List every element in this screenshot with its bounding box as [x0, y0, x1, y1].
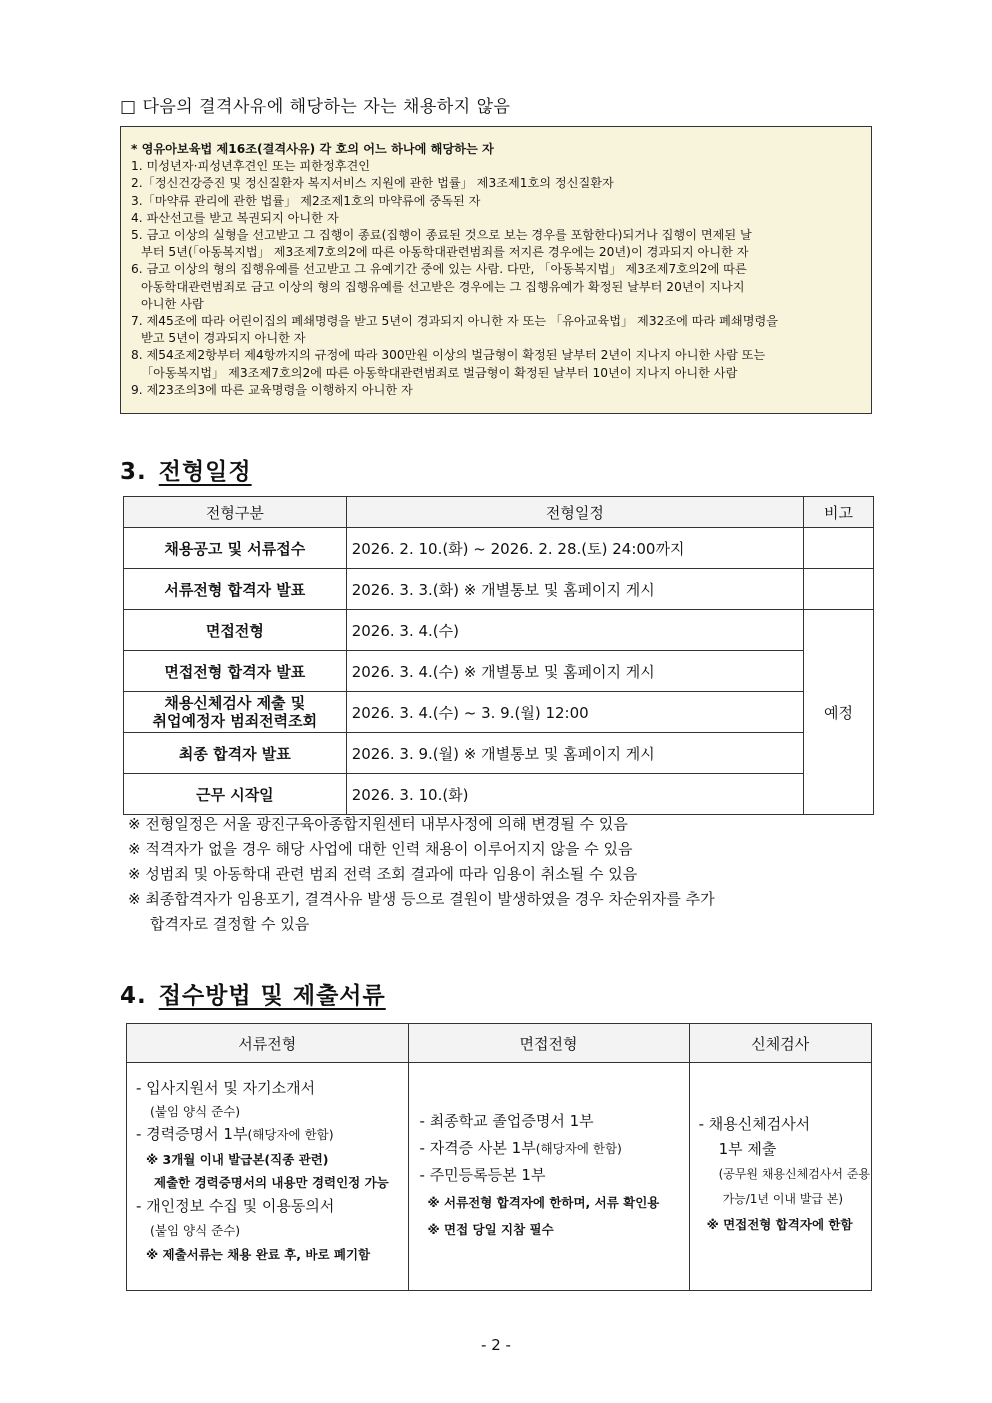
list-item: 8. 제54조제2항부터 제4항까지의 규정에 따라 300만원 이상의 벌금형이 확정된 날부터 2년이 지나지 아니한 사람 또는: [131, 348, 766, 363]
column-header: 전형구분: [124, 497, 347, 528]
list-subtext: (해당자에 한함): [535, 1141, 622, 1156]
list-note: 제출한 경력증명서의 내용만 경력인정 가능: [154, 1175, 389, 1190]
stage-cell: 면접전형 합격자 발표: [124, 651, 347, 692]
table-row: [127, 1063, 872, 1291]
schedule-notes: [128, 812, 715, 937]
table-row: [124, 610, 874, 651]
list-item: - 개인정보 수집 및 이용동의서: [136, 1197, 335, 1215]
date-cell: 2026. 3. 10.(화): [346, 774, 803, 815]
list-item-text: - 경력증명서 1부: [136, 1125, 248, 1143]
disqualification-heading: □ 다음의 결격사유에 해당하는 자는 채용하지 않음: [120, 97, 511, 117]
table-row: [124, 528, 874, 569]
section-number: 3.: [120, 459, 147, 485]
stage-cell: 서류전형 합격자 발표: [124, 569, 347, 610]
list-item: 「아동복지법」 제3조제7호의2에 따른 아동학대관련범죄로 벌금형이 확정된 날부터 10년이 지나지 아니한 사람: [141, 365, 738, 380]
section-number: 4.: [120, 983, 147, 1009]
list-item: 1. 미성년자·피성년후견인 또는 피한정후견인: [131, 159, 371, 174]
stage-cell: 최종 합격자 발표: [124, 733, 347, 774]
stage-cell: [124, 692, 347, 733]
list-item: - 입사지원서 및 자기소개서: [136, 1079, 316, 1097]
date-cell: 2026. 3. 4.(수) ※ 개별통보 및 홈페이지 게시: [346, 651, 803, 692]
note-line: ※ 성범죄 및 아동학대 관련 범죄 전력 조회 결과에 따라 임용이 취소될 수 있음: [128, 865, 638, 883]
section-title-text: 전형일정: [158, 459, 252, 485]
list-item: 1부 제출: [718, 1140, 777, 1158]
schedule-table: [123, 496, 874, 815]
list-note: ※ 제출서류는 채용 완료 후, 바로 폐기함: [146, 1247, 371, 1262]
remark-cell: [804, 528, 874, 569]
stage-line: 채용신체검사 제출 및: [164, 694, 306, 712]
list-item: [420, 1135, 688, 1162]
list-subtext: (공무원 채용신체검사서 준용: [718, 1167, 870, 1181]
document-cell: [127, 1063, 409, 1291]
date-cell: 2026. 3. 9.(월) ※ 개별통보 및 홈페이지 게시: [346, 733, 803, 774]
list-subtext: (붙임 양식 준수): [150, 1104, 241, 1119]
table-row: [124, 774, 874, 815]
list-item: 9. 제23조의3에 따른 교육명령을 이행하지 아니한 자: [131, 382, 413, 397]
note-line: ※ 최종합격자가 임용포기, 결격사유 발생 등으로 결원이 발생하였을 경우 차순위자를 추가: [128, 890, 715, 908]
stage-line: 취업예정자 범죄전력조회: [152, 712, 318, 730]
section-3-title: [120, 453, 252, 486]
list-item: - 최종학교 졸업증명서 1부: [419, 1112, 594, 1130]
list-item: - 주민등록등본 1부: [419, 1166, 546, 1184]
table-header-row: [127, 1024, 872, 1063]
date-cell: 2026. 3. 4.(수) ~ 3. 9.(월) 12:00: [346, 692, 803, 733]
list-item: 아동학대관련범죄로 금고 이상의 형의 집행유예를 선고받은 경우에는 그 집행유예가 확정된 날부터 20년이 지나지: [141, 279, 745, 294]
list-item-text: - 자격증 사본 1부: [419, 1139, 536, 1157]
list-item: 4. 파산선고를 받고 복권되지 아니한 자: [131, 210, 339, 225]
list-note: ※ 면접 당일 지참 필수: [427, 1222, 554, 1237]
list-item: [136, 1122, 407, 1147]
list-item: 2.「정신건강증진 및 정신질환자 복지서비스 지원에 관한 법률」 제3조제1호의 정신질환자: [131, 176, 614, 191]
remark-cell: [804, 569, 874, 610]
documents-table: [126, 1023, 872, 1291]
stage-cell: 면접전형: [124, 610, 347, 651]
disqualification-box: [120, 126, 872, 414]
note-line: ※ 전형일정은 서울 광진구육아종합지원센터 내부사정에 의해 변경될 수 있음: [128, 815, 628, 833]
list-item: 6. 금고 이상의 형의 집행유예를 선고받고 그 유예기간 중에 있는 사람. 다만, 「아동복지법」 제3조제7호의2에 따른: [131, 262, 747, 277]
remark-cell: 예정: [804, 610, 874, 815]
list-note: ※ 서류전형 합격자에 한하며, 서류 확인용: [427, 1195, 660, 1210]
note-line: 합격자로 결정할 수 있음: [150, 915, 310, 933]
column-header: 서류전형: [127, 1024, 409, 1063]
table-header-row: [124, 497, 874, 528]
stage-cell: 채용공고 및 서류접수: [124, 528, 347, 569]
date-cell: 2026. 3. 4.(수): [346, 610, 803, 651]
date-cell: 2026. 3. 3.(화) ※ 개별통보 및 홈페이지 게시: [346, 569, 803, 610]
list-item: 부터 5년(「아동복지법」 제3조제7호의2에 따른 아동학대관련범죄를 저지른 경우에는 20년)이 경과되지 아니한 자: [141, 245, 749, 260]
list-item: 받고 5년이 경과되지 아니한 자: [141, 331, 306, 346]
column-header: 신체검사: [689, 1024, 871, 1063]
list-subtext: (해당자에 한함): [247, 1127, 334, 1142]
column-header: 면접전형: [408, 1024, 689, 1063]
stage-cell: 근무 시작일: [124, 774, 347, 815]
list-item: - 채용신체검사서: [698, 1115, 811, 1133]
page-number: - 2 -: [481, 1336, 511, 1354]
list-item: 3.「마약류 관리에 관한 법률」 제2조제1호의 마약류에 중독된 자: [131, 193, 481, 208]
note-line: ※ 적격자가 없을 경우 해당 사업에 대한 인력 채용이 이루어지지 않을 수 있음: [128, 840, 633, 858]
date-cell: 2026. 2. 10.(화) ~ 2026. 2. 28.(토) 24:00까지: [346, 528, 803, 569]
table-row: [124, 569, 874, 610]
list-subtext: 가능/1년 이내 발급 본): [722, 1192, 844, 1206]
document-cell: [689, 1063, 871, 1291]
list-item: 7. 제45조에 따라 어린이집의 폐쇄명령을 받고 5년이 경과되지 아니한 자 또는 「유아교육법」 제32조에 따라 폐쇄명령을: [131, 314, 779, 329]
list-item: 아니한 사람: [141, 296, 204, 311]
column-header: 전형일정: [346, 497, 803, 528]
table-row: [124, 651, 874, 692]
list-note: ※ 3개월 이내 발급본(직종 관련): [146, 1152, 329, 1167]
list-item: 5. 금고 이상의 실형을 선고받고 그 집행이 종료(집행이 종료된 것으로 보는 경우를 포함한다)되거나 집행이 면제된 날: [131, 228, 752, 243]
list-note: ※ 면접전형 합격자에 한함: [706, 1217, 853, 1232]
table-row: [124, 733, 874, 774]
document-cell: [408, 1063, 689, 1291]
list-subtext: (붙임 양식 준수): [150, 1223, 241, 1238]
table-row: [124, 692, 874, 733]
section-title-text: 접수방법 및 제출서류: [158, 983, 386, 1009]
disqualification-title: * 영유아보육법 제16조(결격사유) 각 호의 어느 하나에 해당하는 자: [131, 142, 494, 156]
column-header: 비고: [804, 497, 874, 528]
section-4-title: [120, 977, 386, 1010]
